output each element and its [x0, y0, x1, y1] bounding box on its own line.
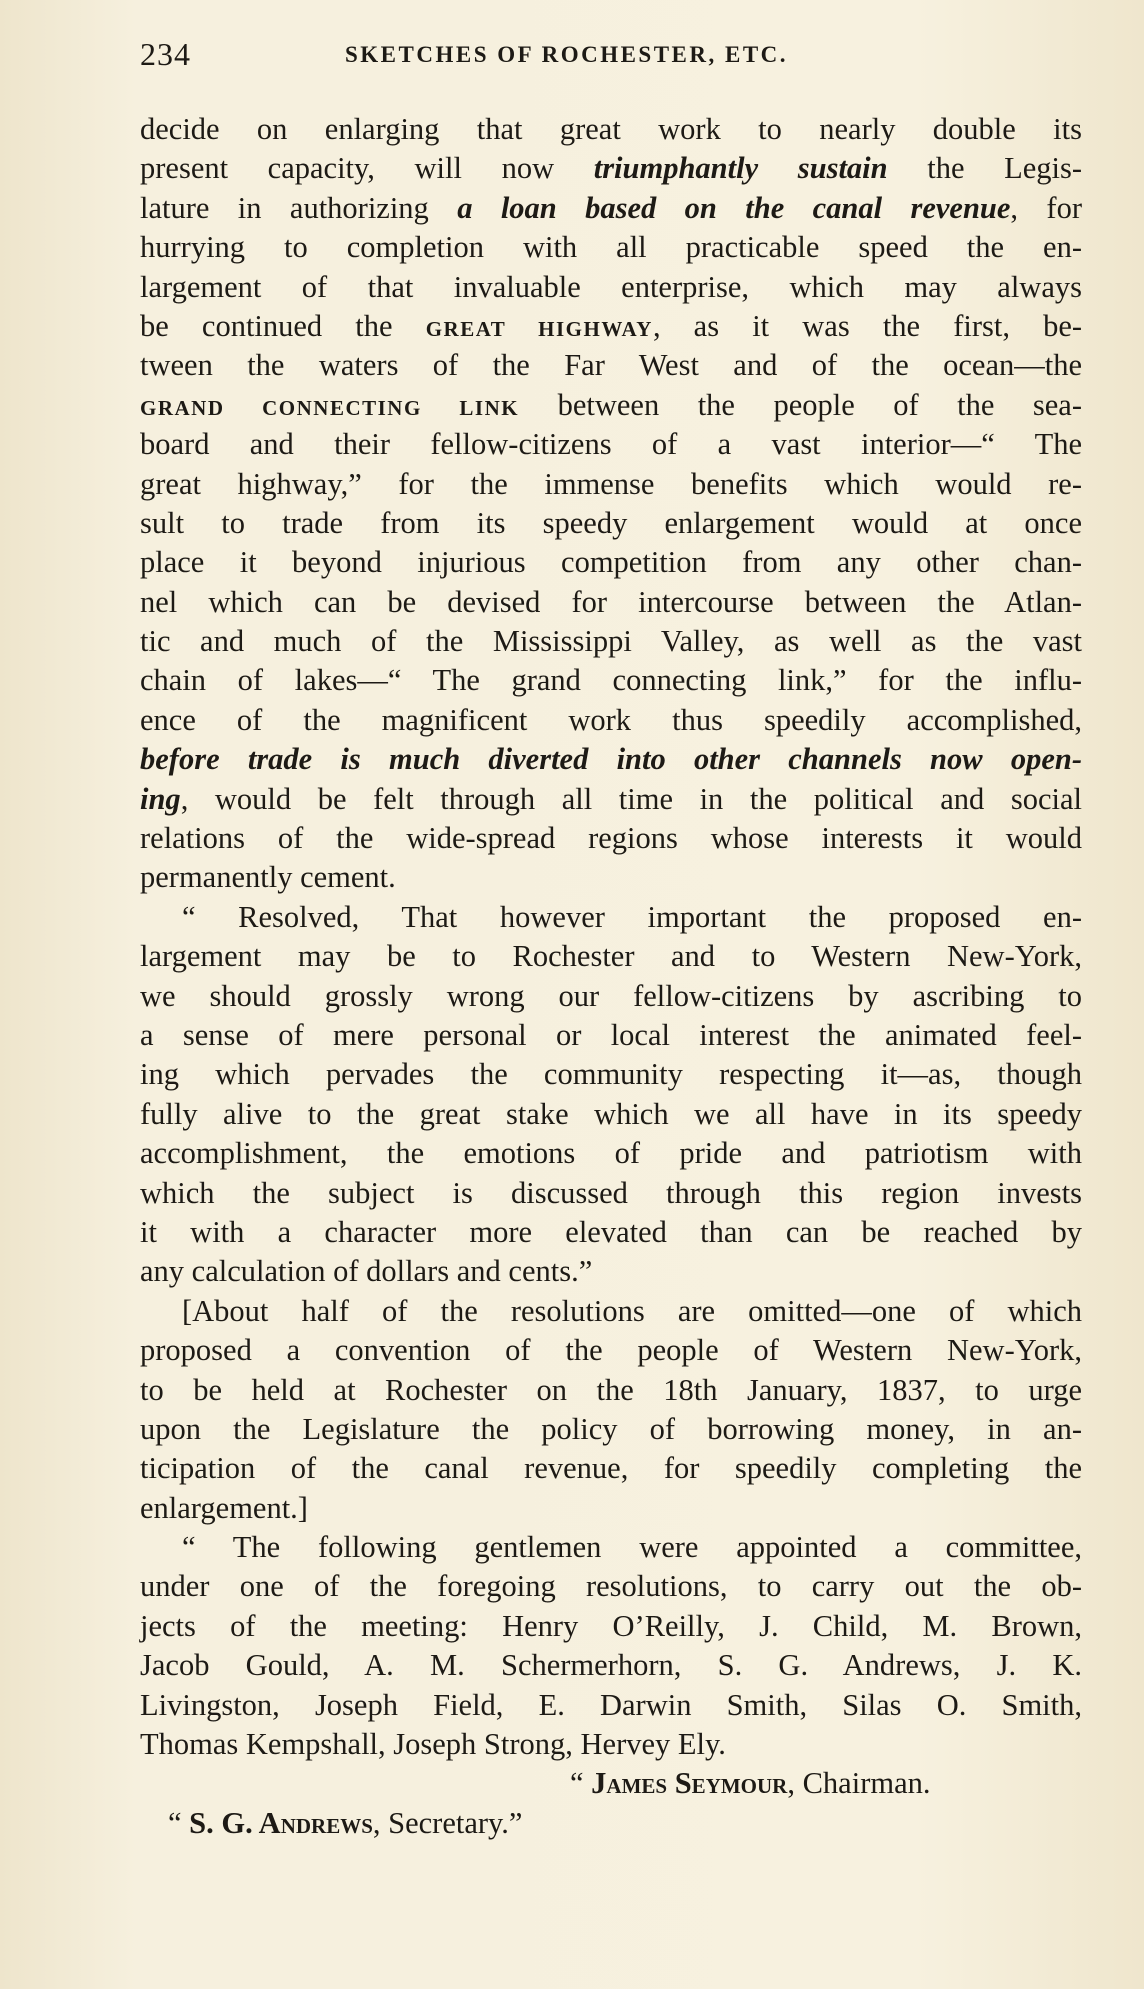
text-line: largement may be to Rochester and to Western New-York, [140, 939, 1082, 974]
body-text [140, 110, 1082, 1843]
text-line: decide on enlarging that great work to nearly double its [140, 112, 1082, 146]
text-line: place it beyond injurious competition from any other chan- [140, 545, 1082, 580]
page-number: 234 [140, 36, 191, 72]
text-line: GRAND CONNECTING LINK between the people of the sea- [140, 387, 1082, 422]
text-line: tic and much of the Mississippi Valley, as well as the vast [140, 624, 1082, 659]
text-line: “ Resolved, That however important the proposed en- [182, 899, 1082, 934]
signature-secretary: “ S. G. Andrews, Secretary.” [168, 1805, 523, 1840]
text-line: we should grossly wrong our fellow-citizens by ascribing to [140, 978, 1082, 1013]
text-line: relations of the wide-spread regions whose interests it would [140, 821, 1082, 856]
text-line: great highway,” for the immense benefits which would re- [140, 466, 1082, 501]
text-line: chain of lakes—“ The grand connecting link,” for the influ- [140, 663, 1082, 698]
secretary-name: S. G. Andrews [189, 1805, 373, 1840]
signature-chairman: “ James Seymour, Chairman. [570, 1766, 931, 1801]
text-line: [About half of the resolutions are omitted—one of which [182, 1293, 1082, 1328]
text-line: any calculation of dollars and cents.” [140, 1254, 593, 1289]
text-line: enlargement.] [140, 1490, 308, 1525]
text-line: under one of the foregoing resolutions, to carry out the ob- [140, 1569, 1082, 1604]
text-line: Thomas Kempshall, Joseph Strong, Hervey Ely. [140, 1727, 726, 1762]
text-line: be continued the GREAT HIGHWAY, as it was the first, be- [140, 308, 1083, 343]
text-line: upon the Legislature the policy of borrowing money, in an- [140, 1411, 1082, 1446]
text-line: present capacity, will now triumphantly sustain the Legis- [140, 151, 1082, 186]
page-header [140, 36, 1080, 80]
text-line: sult to trade from its speedy enlargement would at once [140, 505, 1082, 540]
text-line: ticipation of the canal revenue, for speedily completing the [140, 1451, 1082, 1486]
text-line: ing which pervades the community respecting it—as, though [140, 1057, 1082, 1092]
text-line: nel which can be devised for intercourse between the Atlan- [140, 584, 1082, 619]
text-line: permanently cement. [140, 860, 396, 895]
text-line: lature in authorizing a loan based on the canal revenue, for [140, 190, 1082, 225]
text-line: tween the waters of the Far West and of the ocean—the [140, 348, 1082, 383]
text-line: jects of the meeting: Henry O’Reilly, J. Child, M. Brown, [140, 1608, 1082, 1643]
text-line: a sense of mere personal or local interest the animated feel- [140, 1017, 1082, 1052]
text-line: hurrying to completion with all practicable speed the en- [140, 230, 1082, 265]
text-line: largement of that invaluable enterprise, which may always [140, 269, 1082, 304]
text-line: it with a character more elevated than can be reached by [140, 1214, 1082, 1249]
text-line: before trade is much diverted into other channels now open- [140, 742, 1082, 777]
text-line: fully alive to the great stake which we all have in its speedy [140, 1096, 1082, 1131]
text-line: to be held at Rochester on the 18th January, 1837, to urge [140, 1372, 1082, 1407]
text-line: ence of the magnificent work thus speedily accomplished, [140, 702, 1082, 737]
text-line: ing, would be felt through all time in the political and social [140, 781, 1082, 816]
text-line: which the subject is discussed through this region invests [140, 1175, 1082, 1210]
text-line: accomplishment, the emotions of pride and patriotism with [140, 1136, 1082, 1171]
text-line: Livingston, Joseph Field, E. Darwin Smith, Silas O. Smith, [140, 1687, 1082, 1722]
chairman-name: James Seymour [591, 1766, 788, 1801]
text-line: board and their fellow-citizens of a vast interior—“ The [140, 427, 1082, 462]
running-head: SKETCHES OF ROCHESTER, ETC. [345, 42, 789, 67]
text-line: Jacob Gould, A. M. Schermerhorn, S. G. Andrews, J. K. [140, 1648, 1082, 1683]
text-line: proposed a convention of the people of Western New-York, [140, 1333, 1082, 1368]
text-line: “ The following gentlemen were appointed a committee, [182, 1530, 1082, 1565]
